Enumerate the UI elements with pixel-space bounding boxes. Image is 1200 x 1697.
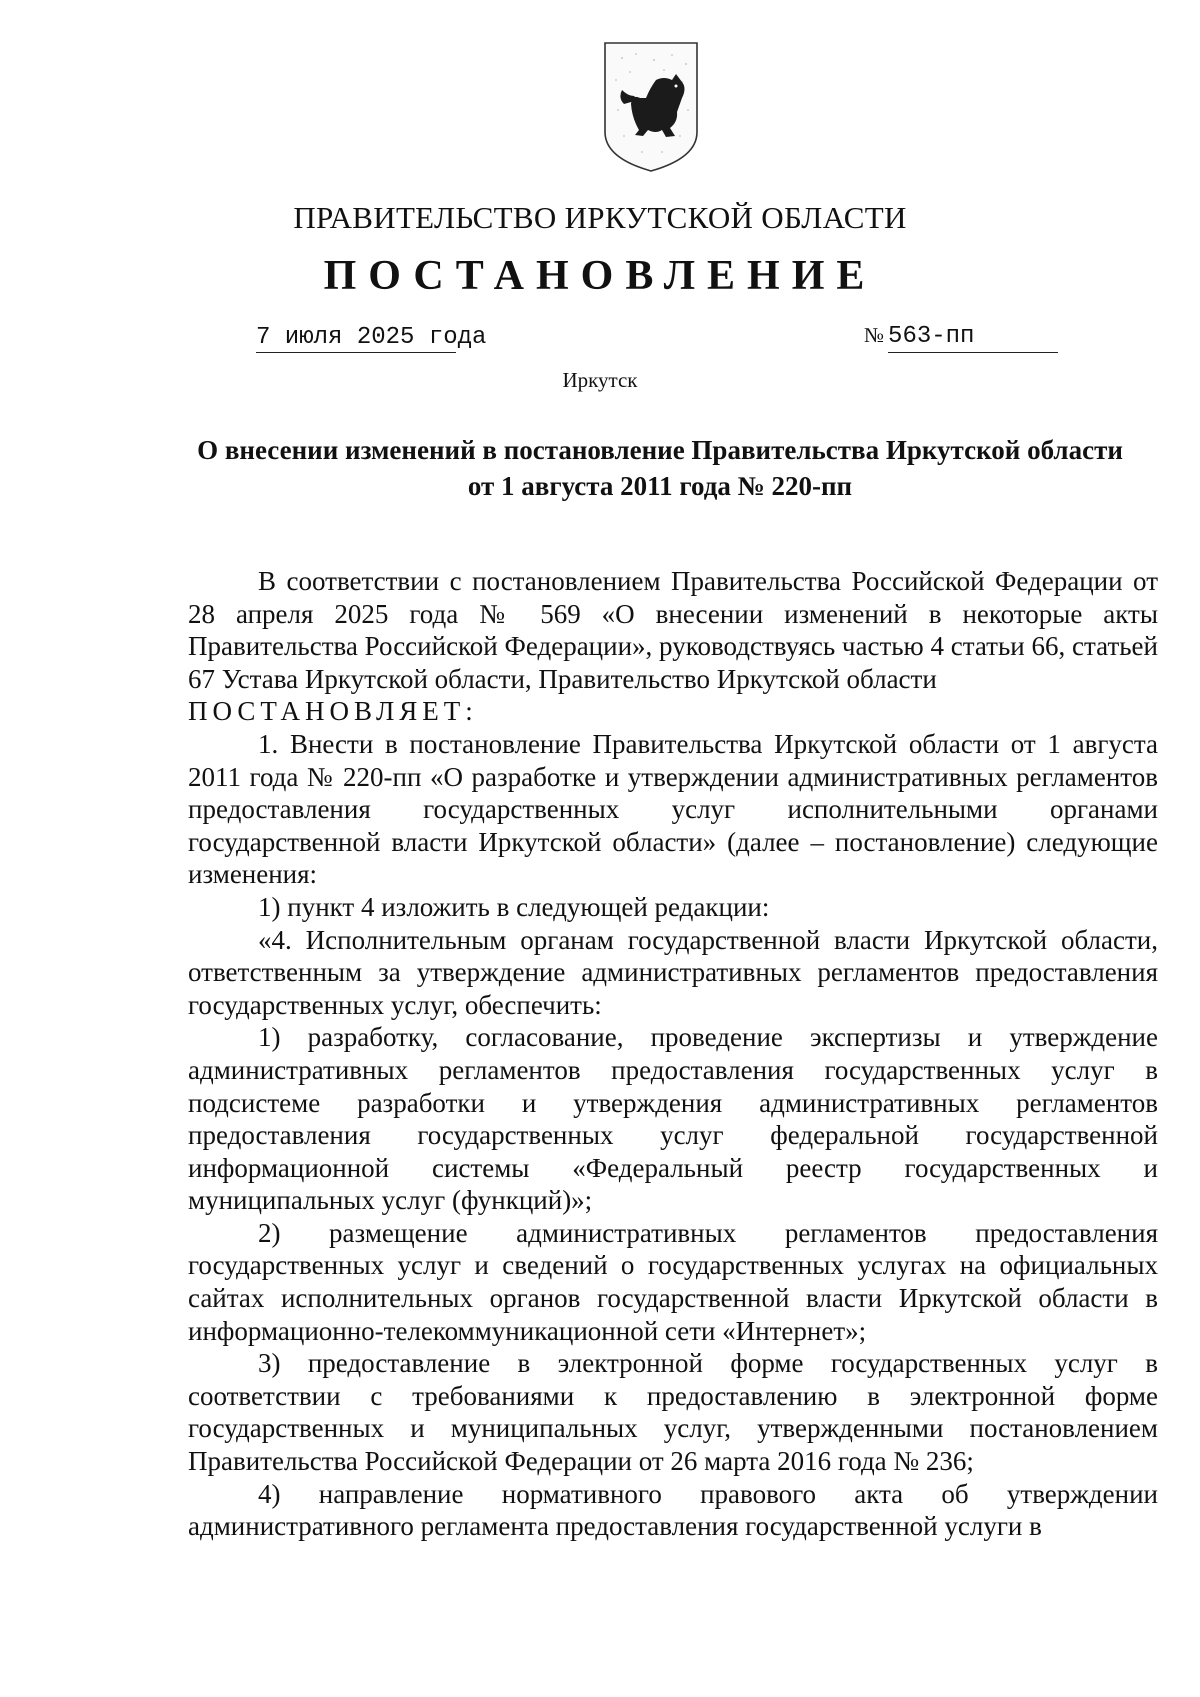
paragraph-point-4-4: 4) направление нормативного правового акта об утверждении административного регламента предоставления государственной услуги в [188,1478,1158,1542]
paragraph-resolves: ПОСТАНОВЛЯЕТ: [188,696,478,727]
paragraph-subitem-1: 1) пункт 4 изложить в следующей редакции: [258,891,770,922]
city-name: Иркутск [562,368,638,392]
paragraph-point-4-1: 1) разработку, согласование, проведение экспертизы и утверждение административных регламентов предоставления государственных услуг в подсистеме разработки и утверждения административных регламентов предоставления государственных услуг федеральной государственной информационной системы «Федеральный реестр государственных и муниципальных услуг (функций)»; [188,1022,1158,1216]
title-line-2: от 1 августа 2011 года № 220-пп [467,471,853,501]
document-date: 7 июля 2025 года [256,324,487,351]
document-subject-title [160,432,1160,504]
organization-title: ПРАВИТЕЛЬСТВО ИРКУТСКОЙ ОБЛАСТИ [293,200,907,235]
document-number: 563-пп [888,323,975,350]
paragraph-item-1: 1. Внести в постановление Правительства Иркутской области от 1 августа 2011 года № 220-пп «О разработке и утверждении административных регламентов предоставления государственных услуг исполнительными органами государственной власти Иркутской области» (далее – постановление) следующие изменения: [188,728,1158,890]
number-sign: № [864,323,885,347]
paragraph-point-4: «4. Исполнительным органам государственной власти Иркутской области, ответственным за утверждение административных регламентов предоставления государственных услуг, обеспечить: [188,924,1158,1020]
document-type-title: ПОСТАНОВЛЕНИЕ [323,253,877,299]
document-number-block [864,322,1060,350]
paragraph-point-4-3: 3) предоставление в электронной форме государственных услуг в соответствии с требованиями к предоставлению в электронной форме государственных и муниципальных услуг, утвержденными постановлением Правительства Российской Федерации от 26 марта 2016 года № 236; [188,1348,1158,1477]
number-underline [888,352,1058,353]
paragraph-point-4-2: 2) размещение административных регламентов предоставления государственных услуг и сведений о государственных услугах на официальных сайтах исполнительных органов государственной власти Иркутской области в информационно-телекоммуникационной сети «Интернет»; [188,1217,1158,1346]
date-underline [256,352,456,353]
title-line-1: О внесении изменений в постановление Правительства Иркутской области [197,435,1123,465]
document-body [188,565,1158,1543]
coat-of-arms-emblem [602,40,700,174]
paragraph-preamble: В соответствии с постановлением Правительства Российской Федерации от 28 апреля 2025 года № 569 «О внесении изменений в некоторые акты Правительства Российской Федерации», руководствуясь частью 4 статьи 66, статьей 67 Устава Иркутской области, Правительство Иркутской области [188,566,1158,694]
